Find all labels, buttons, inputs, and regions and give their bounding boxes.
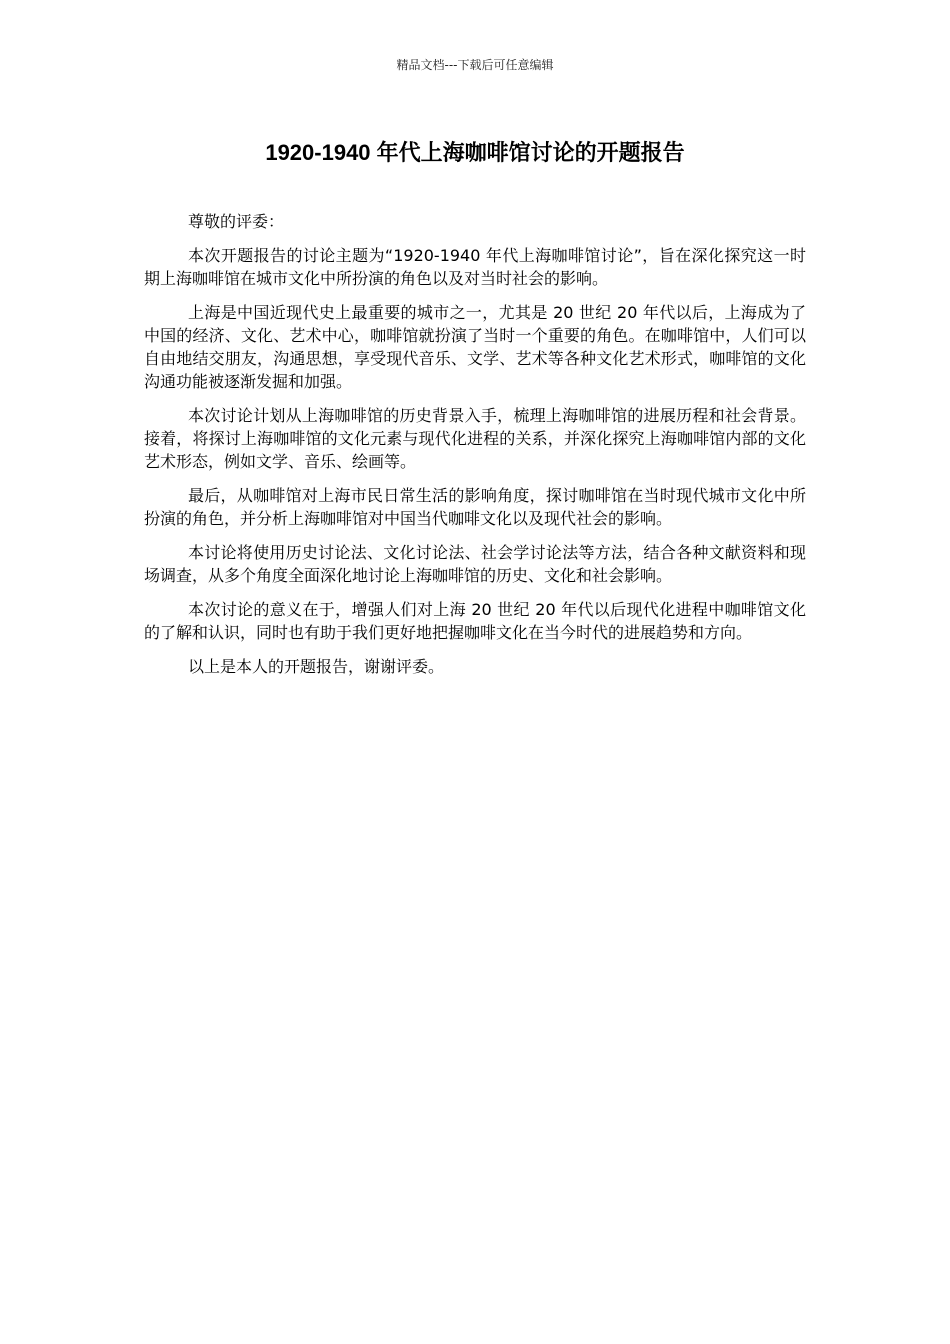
paragraph: 本次讨论计划从上海咖啡馆的历史背景入手，梳理上海咖啡馆的进展历程和社会背景。接着，将探讨上海咖啡馆的文化元素与现代化进程的关系，并深化探究上海咖啡馆内部的文化艺术形态，例如文学、音乐、绘画等。 <box>144 406 806 471</box>
paragraph: 最后，从咖啡馆对上海市民日常生活的影响角度，探讨咖啡馆在当时现代城市文化中所扮演的角色，并分析上海咖啡馆对中国当代咖啡文化以及现代社会的影响。 <box>144 486 806 528</box>
document-body <box>144 210 806 689</box>
paragraph: 上海是中国近现代史上最重要的城市之一，尤其是 20 世纪 20 年代以后，上海成为了中国的经济、文化、艺术中心，咖啡馆就扮演了当时一个重要的角色。在咖啡馆中，人们可以自由地结交朋友，沟通思想，享受现代音乐、文学、艺术等各种文化艺术形式，咖啡馆的文化沟通功能被逐渐发掘和加强。 <box>144 303 806 391</box>
header-note: 精品文档---下载后可任意编辑 <box>396 58 554 72</box>
paragraph: 本次讨论的意义在于，增强人们对上海 20 世纪 20 年代以后现代化进程中咖啡馆文化的了解和认识，同时也有助于我们更好地把握咖啡文化在当今时代的进展趋势和方向。 <box>144 600 806 642</box>
document-title: 1920-1940 年代上海咖啡馆讨论的开题报告 <box>265 140 685 165</box>
salutation: 尊敬的评委： <box>188 212 285 231</box>
paragraph: 本次开题报告的讨论主题为“1920-1940 年代上海咖啡馆讨论”，旨在深化探究这一时期上海咖啡馆在城市文化中所扮演的角色以及对当时社会的影响。 <box>144 246 806 288</box>
closing: 以上是本人的开题报告，谢谢评委。 <box>188 657 445 676</box>
paragraph: 本讨论将使用历史讨论法、文化讨论法、社会学讨论法等方法，结合各种文献资料和现场调查，从多个角度全面深化地讨论上海咖啡馆的历史、文化和社会影响。 <box>144 543 806 585</box>
